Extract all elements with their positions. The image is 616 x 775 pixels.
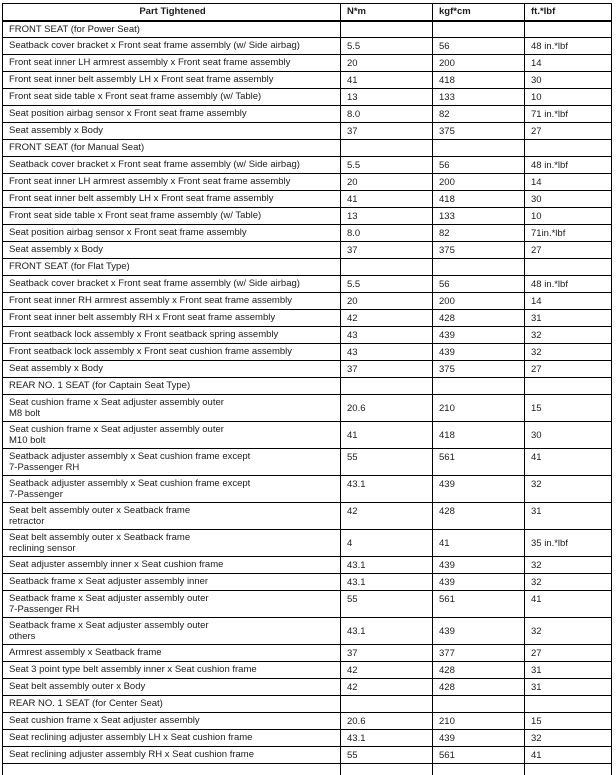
ftlbf-cell <box>525 696 612 713</box>
ftlbf-cell <box>525 764 612 775</box>
nm-cell <box>341 259 433 276</box>
ftlbf-cell: 32 <box>525 327 612 344</box>
section-header-row <box>3 21 612 38</box>
part-tightened-cell <box>3 591 341 618</box>
part-tightened-cell <box>3 422 341 449</box>
column-header-ftlbf: ft.*lbf <box>525 4 612 21</box>
kgfcm-cell: 56 <box>433 276 525 293</box>
part-name: Front seat inner belt assembly LH x Front seat frame assembly <box>9 74 274 86</box>
spec-row <box>3 72 612 89</box>
section-title: FRONT SEAT (for Flat Type) <box>9 261 130 273</box>
part-tightened-cell <box>3 574 341 591</box>
spec-row <box>3 618 612 645</box>
ftlbf-cell: 15 <box>525 713 612 730</box>
part-name: Front seat inner LH armrest assembly x Front seat frame assembly <box>9 57 291 69</box>
nm-cell: 42 <box>341 662 433 679</box>
section-title: FRONT SEAT (for Power Seat) <box>9 23 140 35</box>
table-body <box>3 21 612 764</box>
nm-cell <box>341 378 433 395</box>
part-name: Front seatback lock assembly x Front seat cushion frame assembly <box>9 346 293 358</box>
kgfcm-cell: 418 <box>433 422 525 449</box>
ftlbf-cell: 41 <box>525 747 612 764</box>
spec-row <box>3 276 612 293</box>
spec-row <box>3 591 612 618</box>
nm-cell: 43 <box>341 327 433 344</box>
spec-row <box>3 730 612 747</box>
part-tightened-cell <box>3 72 341 89</box>
kgfcm-cell: 200 <box>433 174 525 191</box>
nm-cell: 4 <box>341 530 433 557</box>
spec-row <box>3 395 612 422</box>
kgfcm-cell <box>433 259 525 276</box>
part-name: Front seat inner belt assembly LH x Front seat frame assembly <box>9 193 274 205</box>
nm-cell: 20 <box>341 174 433 191</box>
spec-row <box>3 361 612 378</box>
ftlbf-cell: 32 <box>525 557 612 574</box>
kgfcm-cell: 210 <box>433 395 525 422</box>
part-qualifier: reclining sensor <box>9 543 76 554</box>
ftlbf-cell: 48 in.*lbf <box>525 38 612 55</box>
part-name: Seat 3 point type belt assembly inner x Seat cushion frame <box>9 664 257 676</box>
ftlbf-cell <box>525 378 612 395</box>
kgfcm-cell: 561 <box>433 747 525 764</box>
kgfcm-cell: 428 <box>433 679 525 696</box>
part-tightened-cell <box>3 242 341 259</box>
part-name: Front seat side table x Front seat frame assembly (w/ Table) <box>9 91 262 103</box>
spec-row <box>3 55 612 72</box>
spec-row <box>3 310 612 327</box>
kgfcm-cell: 56 <box>433 157 525 174</box>
part-tightened-cell <box>3 618 341 645</box>
part-qualifier: 7-Passenger <box>9 489 63 500</box>
part-tightened-cell <box>3 174 341 191</box>
spec-row <box>3 225 612 242</box>
ftlbf-cell <box>525 140 612 157</box>
part-tightened-cell <box>3 123 341 140</box>
kgfcm-cell <box>433 696 525 713</box>
part-name: Seat assembly x Body <box>9 125 103 137</box>
part-tightened-cell <box>3 344 341 361</box>
nm-cell: 42 <box>341 310 433 327</box>
part-name: Seat cushion frame x Seat adjuster assembly outer <box>9 423 224 435</box>
nm-cell <box>341 696 433 713</box>
kgfcm-cell: 561 <box>433 591 525 618</box>
part-name: Seat adjuster assembly inner x Seat cushion frame <box>9 559 224 571</box>
kgfcm-cell: 377 <box>433 645 525 662</box>
part-qualifier: M10 bolt <box>9 435 46 446</box>
nm-cell: 41 <box>341 191 433 208</box>
nm-cell: 8.0 <box>341 106 433 123</box>
spec-row <box>3 713 612 730</box>
spec-row <box>3 645 612 662</box>
kgfcm-cell: 375 <box>433 123 525 140</box>
part-tightened-cell <box>3 89 341 106</box>
part-name: Seat cushion frame x Seat adjuster assembly <box>9 715 200 727</box>
part-name: Seat reclining adjuster assembly LH x Seat cushion frame <box>9 732 253 744</box>
part-tightened-cell <box>3 557 341 574</box>
part-name: Seat belt assembly outer x Body <box>9 681 146 693</box>
nm-cell: 37 <box>341 361 433 378</box>
ftlbf-cell: 31 <box>525 310 612 327</box>
part-qualifier: 7-Passenger RH <box>9 462 80 473</box>
spec-row <box>3 662 612 679</box>
part-tightened-cell <box>3 55 341 72</box>
spec-row <box>3 89 612 106</box>
kgfcm-cell: 418 <box>433 72 525 89</box>
part-tightened-cell <box>3 310 341 327</box>
ftlbf-cell: 10 <box>525 89 612 106</box>
kgfcm-cell: 82 <box>433 106 525 123</box>
nm-cell: 5.5 <box>341 38 433 55</box>
part-tightened-cell <box>3 327 341 344</box>
nm-cell: 20.6 <box>341 713 433 730</box>
ftlbf-cell: 15 <box>525 395 612 422</box>
nm-cell: 13 <box>341 89 433 106</box>
part-tightened-cell <box>3 645 341 662</box>
part-tightened-cell <box>3 140 341 157</box>
ftlbf-cell <box>525 259 612 276</box>
part-tightened-cell <box>3 662 341 679</box>
nm-cell <box>341 21 433 38</box>
kgfcm-cell: 428 <box>433 662 525 679</box>
ftlbf-cell <box>525 21 612 38</box>
spec-row <box>3 747 612 764</box>
ftlbf-cell: 48 in.*lbf <box>525 157 612 174</box>
nm-cell: 55 <box>341 591 433 618</box>
ftlbf-cell: 32 <box>525 344 612 361</box>
part-tightened-cell <box>3 730 341 747</box>
nm-cell: 41 <box>341 422 433 449</box>
kgfcm-cell: 561 <box>433 449 525 476</box>
ftlbf-cell: 31 <box>525 503 612 530</box>
part-qualifier: retractor <box>9 516 45 527</box>
kgfcm-cell: 200 <box>433 293 525 310</box>
ftlbf-cell: 71in.*lbf <box>525 225 612 242</box>
nm-cell: 43.1 <box>341 476 433 503</box>
nm-cell: 37 <box>341 242 433 259</box>
column-header-nm: N*m <box>341 4 433 21</box>
spec-row <box>3 327 612 344</box>
part-name: Seat belt assembly outer x Seatback frame <box>9 531 191 543</box>
section-header-row <box>3 696 612 713</box>
part-tightened-cell <box>3 679 341 696</box>
section-header-row <box>3 140 612 157</box>
table-footer-clip <box>3 764 612 775</box>
part-name: Seat assembly x Body <box>9 244 103 256</box>
ftlbf-cell: 27 <box>525 123 612 140</box>
spec-row <box>3 574 612 591</box>
ftlbf-cell: 32 <box>525 476 612 503</box>
part-tightened-cell <box>3 530 341 557</box>
kgfcm-cell <box>433 378 525 395</box>
spec-row <box>3 344 612 361</box>
nm-cell: 43 <box>341 344 433 361</box>
spec-row <box>3 476 612 503</box>
ftlbf-cell: 27 <box>525 361 612 378</box>
kgfcm-cell: 428 <box>433 310 525 327</box>
spec-row <box>3 293 612 310</box>
part-qualifier: others <box>9 631 36 642</box>
ftlbf-cell: 31 <box>525 679 612 696</box>
nm-cell: 5.5 <box>341 276 433 293</box>
ftlbf-cell: 10 <box>525 208 612 225</box>
ftlbf-cell: 71 in.*lbf <box>525 106 612 123</box>
kgfcm-cell <box>433 764 525 775</box>
ftlbf-cell: 27 <box>525 645 612 662</box>
part-tightened-cell <box>3 225 341 242</box>
part-name: Front seat inner RH armrest assembly x Front seat frame assembly <box>9 295 292 307</box>
ftlbf-cell: 30 <box>525 191 612 208</box>
ftlbf-cell: 35 in.*lbf <box>525 530 612 557</box>
kgfcm-cell: 210 <box>433 713 525 730</box>
nm-cell: 43.1 <box>341 557 433 574</box>
part-name: Front seat inner LH armrest assembly x Front seat frame assembly <box>9 176 291 188</box>
spec-row <box>3 208 612 225</box>
kgfcm-cell: 439 <box>433 574 525 591</box>
spec-row <box>3 123 612 140</box>
table-header <box>3 4 612 21</box>
part-qualifier: M8 bolt <box>9 408 41 419</box>
part-name: Seatback cover bracket x Front seat frame assembly (w/ Side airbag) <box>9 40 300 52</box>
nm-cell: 37 <box>341 645 433 662</box>
ftlbf-cell: 27 <box>525 242 612 259</box>
part-name: Seatback cover bracket x Front seat frame assembly (w/ Side airbag) <box>9 159 300 171</box>
part-tightened-cell <box>3 191 341 208</box>
kgfcm-cell: 439 <box>433 618 525 645</box>
kgfcm-cell: 428 <box>433 503 525 530</box>
part-tightened-cell <box>3 503 341 530</box>
header-row <box>3 4 612 21</box>
part-qualifier: 7-Passenger RH <box>9 604 80 615</box>
part-tightened-cell <box>3 378 341 395</box>
ftlbf-cell: 31 <box>525 662 612 679</box>
spec-row <box>3 557 612 574</box>
part-tightened-cell <box>3 259 341 276</box>
part-tightened-cell <box>3 713 341 730</box>
part-tightened-cell <box>3 38 341 55</box>
part-tightened-cell <box>3 696 341 713</box>
part-name: Seat reclining adjuster assembly RH x Seat cushion frame <box>9 749 255 761</box>
part-name: Seatback adjuster assembly x Seat cushion frame except <box>9 450 251 462</box>
section-header-row <box>3 378 612 395</box>
ftlbf-cell: 30 <box>525 422 612 449</box>
nm-cell: 20.6 <box>341 395 433 422</box>
part-name: Seatback frame x Seat adjuster assembly outer <box>9 592 209 604</box>
nm-cell: 55 <box>341 449 433 476</box>
ftlbf-cell: 14 <box>525 55 612 72</box>
part-name: Seat assembly x Body <box>9 363 103 375</box>
part-tightened-cell <box>3 395 341 422</box>
part-name: Front seatback lock assembly x Front seatback spring assembly <box>9 329 279 341</box>
kgfcm-cell: 375 <box>433 242 525 259</box>
spec-row <box>3 242 612 259</box>
part-name: Seat position airbag sensor x Front seat frame assembly <box>9 108 247 120</box>
nm-cell: 8.0 <box>341 225 433 242</box>
clipped-partial-row <box>3 764 612 775</box>
part-tightened-cell <box>3 276 341 293</box>
nm-cell <box>341 764 433 775</box>
ftlbf-cell: 32 <box>525 618 612 645</box>
part-name: Seatback frame x Seat adjuster assembly inner <box>9 576 209 588</box>
kgfcm-cell: 375 <box>433 361 525 378</box>
nm-cell <box>341 140 433 157</box>
kgfcm-cell: 439 <box>433 476 525 503</box>
column-header-kgfcm: kgf*cm <box>433 4 525 21</box>
spec-row <box>3 449 612 476</box>
kgfcm-cell <box>433 140 525 157</box>
kgfcm-cell: 418 <box>433 191 525 208</box>
kgfcm-cell: 200 <box>433 55 525 72</box>
spec-row <box>3 38 612 55</box>
kgfcm-cell: 41 <box>433 530 525 557</box>
spec-row <box>3 530 612 557</box>
spec-row <box>3 679 612 696</box>
part-name: Seatback adjuster assembly x Seat cushion frame except <box>9 477 251 489</box>
part-name: Seat belt assembly outer x Seatback frame <box>9 504 191 516</box>
spec-row <box>3 422 612 449</box>
ftlbf-cell: 14 <box>525 174 612 191</box>
spec-row <box>3 174 612 191</box>
part-tightened-cell <box>3 21 341 38</box>
part-name: Seatback frame x Seat adjuster assembly outer <box>9 619 209 631</box>
nm-cell: 42 <box>341 679 433 696</box>
ftlbf-cell: 30 <box>525 72 612 89</box>
kgfcm-cell: 56 <box>433 38 525 55</box>
part-name: Front seat side table x Front seat frame assembly (w/ Table) <box>9 210 262 222</box>
nm-cell: 41 <box>341 72 433 89</box>
kgfcm-cell: 439 <box>433 730 525 747</box>
kgfcm-cell: 439 <box>433 344 525 361</box>
ftlbf-cell: 41 <box>525 591 612 618</box>
ftlbf-cell: 32 <box>525 730 612 747</box>
ftlbf-cell: 41 <box>525 449 612 476</box>
kgfcm-cell: 133 <box>433 208 525 225</box>
part-name: Seatback cover bracket x Front seat frame assembly (w/ Side airbag) <box>9 278 300 290</box>
nm-cell: 43.1 <box>341 618 433 645</box>
spec-row <box>3 106 612 123</box>
part-tightened-cell <box>3 293 341 310</box>
part-name: Front seat inner belt assembly RH x Front seat frame assembly <box>9 312 276 324</box>
kgfcm-cell: 439 <box>433 327 525 344</box>
kgfcm-cell: 439 <box>433 557 525 574</box>
nm-cell: 43.1 <box>341 574 433 591</box>
torque-spec-table <box>2 3 612 775</box>
part-tightened-cell <box>3 208 341 225</box>
nm-cell: 55 <box>341 747 433 764</box>
spec-row <box>3 157 612 174</box>
nm-cell: 42 <box>341 503 433 530</box>
part-tightened-cell <box>3 747 341 764</box>
part-tightened-cell <box>3 106 341 123</box>
nm-cell: 43.1 <box>341 730 433 747</box>
spec-row <box>3 503 612 530</box>
part-tightened-cell <box>3 157 341 174</box>
part-tightened-cell <box>3 476 341 503</box>
part-tightened-cell <box>3 764 341 775</box>
kgfcm-cell: 82 <box>433 225 525 242</box>
nm-cell: 20 <box>341 293 433 310</box>
spec-row <box>3 191 612 208</box>
part-tightened-cell <box>3 361 341 378</box>
kgfcm-cell <box>433 21 525 38</box>
ftlbf-cell: 48 in.*lbf <box>525 276 612 293</box>
part-name: Armrest assembly x Seatback frame <box>9 647 162 659</box>
nm-cell: 5.5 <box>341 157 433 174</box>
kgfcm-cell: 133 <box>433 89 525 106</box>
section-title: REAR NO. 1 SEAT (for Center Seat) <box>9 698 163 710</box>
nm-cell: 13 <box>341 208 433 225</box>
column-header-part-tightened: Part Tightened <box>3 4 341 21</box>
section-header-row <box>3 259 612 276</box>
ftlbf-cell: 14 <box>525 293 612 310</box>
part-name: Seat position airbag sensor x Front seat frame assembly <box>9 227 247 239</box>
part-name: Seat cushion frame x Seat adjuster assembly outer <box>9 396 224 408</box>
nm-cell: 20 <box>341 55 433 72</box>
ftlbf-cell: 32 <box>525 574 612 591</box>
part-tightened-cell <box>3 449 341 476</box>
section-title: REAR NO. 1 SEAT (for Captain Seat Type) <box>9 380 191 392</box>
nm-cell: 37 <box>341 123 433 140</box>
section-title: FRONT SEAT (for Manual Seat) <box>9 142 145 154</box>
